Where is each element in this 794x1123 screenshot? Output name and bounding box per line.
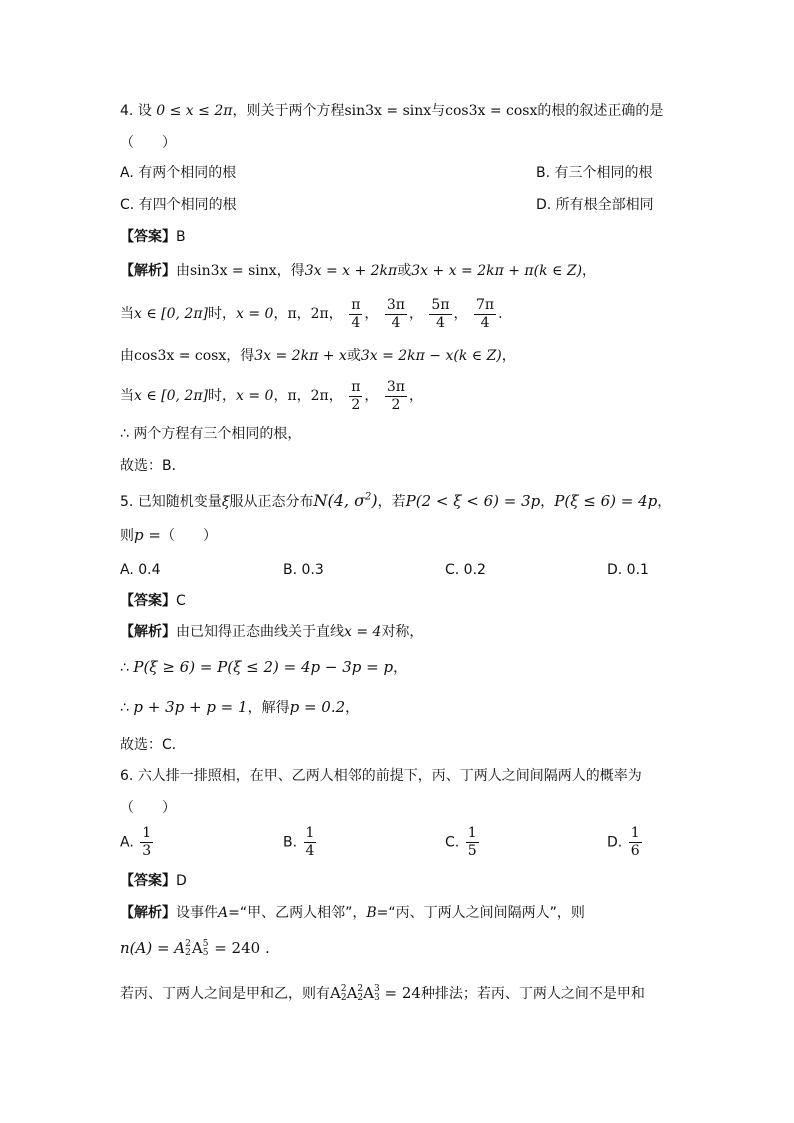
stem-text: （ ） — [160, 528, 217, 544]
stem-text: 已知随机变量 — [137, 494, 222, 510]
text: ， — [328, 306, 343, 322]
math-equation: sin3x = sinx — [190, 263, 277, 279]
stem-text: 六人排一排照相，在甲、乙两人相邻的前提下，丙、丁两人之间间隔两人的概率为 — [137, 768, 642, 784]
text: . — [498, 306, 503, 322]
q6-analysis-line-2 — [120, 938, 270, 958]
math-expression: = 240 . — [209, 939, 270, 957]
math-expression: P(ξ ≤ 6) = 4p — [554, 492, 658, 510]
text: ， — [273, 388, 288, 404]
stem-text: ，则关于两个方程 — [232, 103, 345, 119]
text: 或 — [346, 348, 361, 364]
math-expression: x = 4 — [344, 624, 382, 640]
q4-analysis-line-3 — [120, 346, 516, 366]
text: ， — [393, 660, 408, 676]
fraction — [429, 297, 451, 332]
text: ， — [453, 306, 468, 322]
stem-text: 的根的叙述正确的是 — [537, 103, 664, 119]
text: 当 — [120, 388, 134, 404]
analysis-tag: 【解析】 — [120, 905, 176, 921]
text: ，得 — [276, 263, 305, 279]
answer-value: D — [176, 873, 187, 889]
math-equation: sin3x = sinx — [344, 103, 432, 119]
q4-analysis-line-2 — [120, 296, 503, 332]
denominator: 6 — [630, 843, 640, 859]
fraction — [474, 297, 496, 332]
fraction — [629, 825, 642, 860]
text: ∴ — [120, 700, 134, 716]
math-variable: B — [366, 905, 377, 921]
numerator: 3π — [386, 378, 405, 395]
question-number: 5. — [120, 494, 134, 510]
q6-option-c — [445, 825, 481, 860]
math-expression: 3x = 2kπ − x(k ∈ Z) — [360, 348, 502, 364]
superscript: 2 — [185, 939, 191, 949]
math-expression: p = — [134, 526, 161, 544]
stem-text: 与 — [431, 103, 446, 119]
text: ， — [364, 388, 379, 404]
text: 种排法；若丙、丁两人之间不是甲和 — [420, 986, 645, 1002]
denominator: 4 — [305, 843, 315, 859]
text: =“甲、乙两人相邻”， — [228, 905, 367, 921]
numerator: 7π — [475, 296, 495, 313]
q4-option-c: C. 有四个相同的根 — [120, 197, 237, 213]
text: =“丙、丁两人之间间隔两人”，则 — [376, 905, 585, 921]
denominator: 2 — [391, 396, 401, 413]
option-label: C. — [445, 834, 460, 851]
q5-option-d: D. 0.1 — [607, 562, 649, 578]
option-label: B. — [283, 834, 298, 851]
q5-option-b: B. 0.3 — [283, 562, 324, 578]
math-distribution — [314, 491, 378, 510]
math-expression: 3x + x = 2kπ + π(k ∈ Z) — [411, 263, 583, 279]
text: 时， — [208, 306, 236, 322]
numerator: 1 — [142, 825, 152, 841]
numerator: π — [351, 296, 361, 313]
answer-value: C — [176, 593, 186, 609]
math-variable: A — [218, 905, 229, 921]
math-expression: P(ξ ≥ 6) = P(ξ ≤ 2) = 4p − 3p = p — [133, 658, 394, 676]
text: ， — [273, 306, 288, 322]
math-equation: cos3x = cosx — [445, 103, 538, 119]
analysis-tag: 【解析】 — [120, 263, 176, 279]
superscript: 5 — [202, 939, 209, 949]
math-condition: 0 ≤ x ≤ 2π — [156, 103, 233, 119]
q5-option-c: C. 0.2 — [445, 562, 486, 578]
text: 时， — [208, 388, 236, 404]
q4-stem-line — [120, 101, 663, 121]
numerator: 1 — [467, 825, 477, 841]
text: ，解得 — [247, 700, 290, 716]
text: ， — [408, 306, 423, 322]
fraction — [385, 379, 407, 414]
q5-answer — [120, 591, 186, 611]
q4-option-a: A. 有两个相同的根 — [120, 165, 237, 181]
q6-analysis-line-1 — [120, 903, 585, 923]
math-expression: P(2 < ξ < 6) = 3p — [405, 492, 541, 510]
superscript: 2 — [357, 984, 364, 994]
text: 若丙、丁两人之间是甲和乙，则有 — [120, 986, 330, 1002]
math-expression: p = 0.2 — [289, 698, 346, 716]
answer-tag: 【答案】 — [120, 873, 176, 889]
math-expression: n(A) = A — [120, 939, 186, 957]
text: 或 — [397, 263, 412, 279]
q4-option-d: D. 所有根全部相同 — [536, 197, 654, 213]
subscript: 2 — [185, 948, 191, 958]
text: ∴ — [120, 660, 134, 676]
math-variable: ξ — [221, 494, 230, 510]
math-symbol: = 24 — [379, 984, 421, 1002]
answer-tag: 【答案】 — [120, 593, 176, 609]
denominator: 5 — [467, 843, 477, 859]
math-expression: π — [287, 306, 297, 322]
superscript: 2 — [340, 984, 347, 994]
distribution-text: N(4, σ — [313, 491, 366, 510]
fraction — [349, 297, 362, 332]
denominator: 4 — [480, 314, 490, 331]
q5-option-a: A. 0.4 — [120, 562, 161, 578]
denominator: 4 — [391, 314, 401, 331]
stem-text: 则 — [120, 528, 134, 544]
text: 由 — [176, 263, 190, 279]
subscript: 3 — [374, 993, 380, 1003]
math-expression: 3x = x + 2kπ — [304, 263, 398, 279]
denominator: 2 — [351, 396, 361, 413]
q5-analysis-line-1 — [120, 622, 423, 642]
q6-stem-line — [120, 766, 642, 786]
stem-text: 服从正态分布 — [229, 494, 314, 510]
q6-option-a — [120, 825, 155, 860]
superscript: 2 — [365, 491, 372, 503]
q6-analysis-line-3 — [120, 983, 645, 1004]
question-number: 4. — [120, 103, 134, 119]
math-expression: 2π — [310, 388, 329, 404]
text: 设事件 — [176, 905, 218, 921]
math-symbol: A — [330, 984, 341, 1002]
math-symbol: A — [346, 984, 358, 1002]
text: ， — [296, 388, 311, 404]
numerator: 5π — [431, 296, 450, 313]
stem-text: ，若 — [377, 494, 406, 510]
numerator: 1 — [630, 825, 640, 841]
fraction — [349, 379, 362, 414]
text: ， — [408, 388, 423, 404]
text: 当 — [120, 306, 134, 322]
math-equation: cos3x = cosx — [134, 348, 227, 364]
numerator: π — [351, 378, 361, 395]
index-stack — [185, 940, 191, 958]
q4-analysis-line-1 — [120, 261, 596, 281]
math-expression: π — [287, 388, 297, 404]
question-number: 6. — [120, 768, 134, 784]
fraction — [140, 825, 153, 860]
text: ， — [328, 388, 343, 404]
math-expression: p + 3p + p = 1 — [133, 698, 248, 716]
q4-analysis-line-4 — [120, 378, 423, 414]
q5-stem-line — [120, 491, 671, 512]
q4-answer — [120, 227, 186, 247]
q6-option-b — [283, 825, 318, 860]
math-expression: 2π — [310, 306, 329, 322]
math-expression: x ∈ [0, 2π] — [134, 306, 208, 322]
q6-paren: （ ） — [120, 800, 176, 816]
stem-text: ， — [540, 494, 555, 510]
fraction — [385, 297, 407, 332]
stem-text: 设 — [137, 103, 152, 119]
q5-stem-line-2 — [120, 525, 217, 546]
text: ，得 — [226, 348, 255, 364]
text: ， — [296, 306, 311, 322]
analysis-tag: 【解析】 — [120, 624, 176, 640]
numerator: 3π — [386, 296, 405, 313]
text: ， — [582, 263, 597, 279]
distribution-text: ) — [371, 491, 378, 510]
stem-text: ， — [657, 494, 672, 510]
denominator: 4 — [351, 314, 361, 331]
q6-option-d — [607, 825, 644, 860]
denominator: 3 — [142, 843, 152, 859]
q4-analysis-line-5: ∴ 两个方程有三个相同的根， — [120, 426, 302, 442]
superscript: 3 — [374, 984, 380, 994]
option-label: A. — [120, 834, 134, 851]
text: ， — [501, 348, 516, 364]
q6-answer — [120, 871, 187, 891]
q4-paren: （ ） — [120, 135, 176, 151]
text: 对称， — [381, 624, 424, 640]
q4-option-b: B. 有三个相同的根 — [536, 165, 653, 181]
math-expression: x = 0 — [236, 388, 274, 404]
answer-value: B — [176, 229, 186, 245]
answer-tag: 【答案】 — [120, 229, 176, 245]
text: 由已知得正态曲线关于直线 — [176, 624, 344, 640]
subscript: 2 — [357, 993, 364, 1003]
fraction — [466, 825, 479, 860]
subscript: 5 — [202, 948, 209, 958]
q5-analysis-line-3 — [120, 697, 359, 718]
index-stack — [203, 940, 209, 958]
subscript: 2 — [340, 993, 347, 1003]
option-label: D. — [607, 834, 623, 851]
q4-analysis-line-6: 故选：B． — [120, 458, 186, 474]
text: ， — [364, 306, 379, 322]
math-expression: x = 0 — [236, 306, 274, 322]
denominator: 4 — [436, 314, 445, 331]
math-expression — [330, 984, 421, 1002]
math-symbol: A — [363, 984, 374, 1002]
math-expression: A — [191, 939, 203, 957]
fraction — [304, 825, 317, 860]
numerator: 1 — [305, 825, 315, 841]
q5-analysis-line-4: 故选：C． — [120, 737, 186, 753]
math-expression: 3x = 2kπ + x — [254, 348, 347, 364]
math-expression: x ∈ [0, 2π] — [134, 388, 208, 404]
text: ， — [345, 700, 360, 716]
q5-analysis-line-2 — [120, 657, 407, 678]
text: 由 — [120, 348, 134, 364]
